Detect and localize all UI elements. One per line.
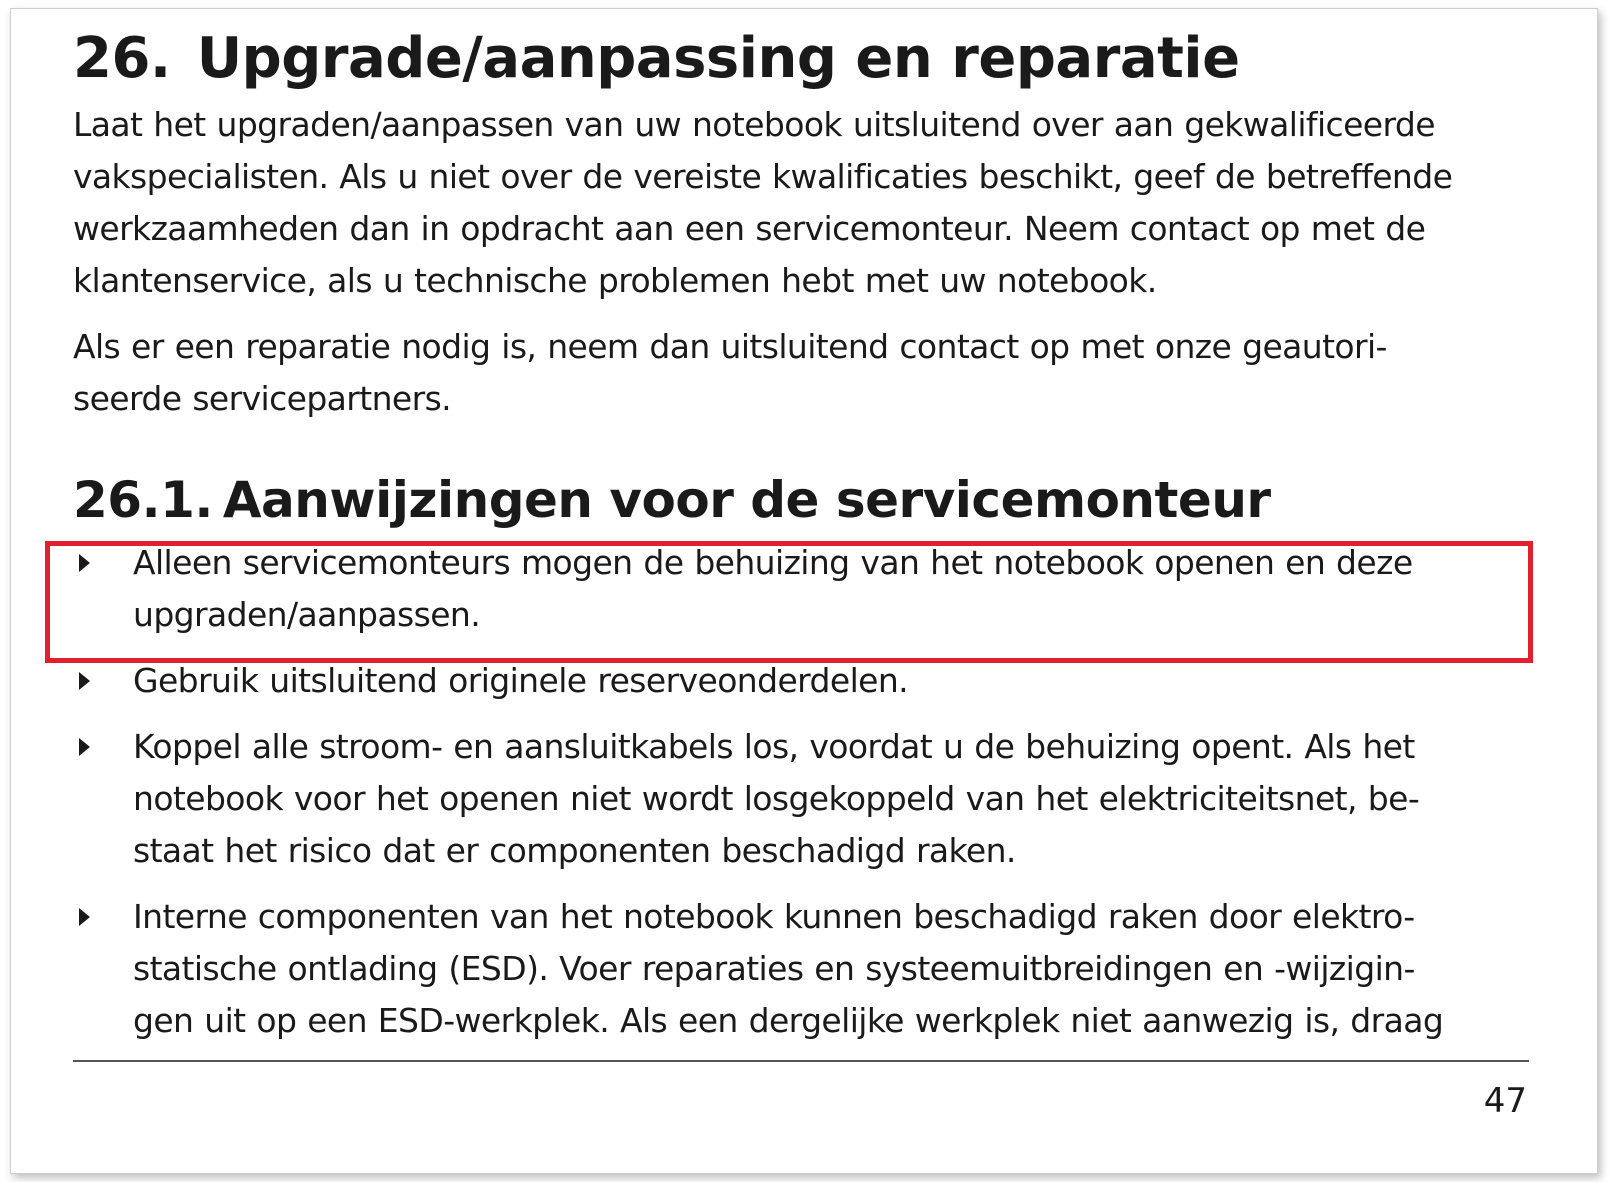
page-content [73,21,1593,1047]
section-heading [73,21,1593,97]
list-item-line: gen uit op een ESD-werkplek. Als een dergelijke werkplek niet aanwezig is, draag [133,1001,1444,1040]
section-title: Upgrade/aanpassing en reparatie [196,26,1240,91]
list-item-line: statische ontlading (ESD). Voer reparaties en systeemuitbreidingen en -wijzigin- [133,949,1415,988]
section-number: 26. [73,26,171,91]
paragraph-line: klantenservice, als u technische problemen hebt met uw notebook. [73,261,1157,300]
list-item [73,891,1593,1047]
paragraph [73,321,1593,425]
paragraph-line: Als er een reparatie nodig is, neem dan uitsluitend contact op met onze geautori- [73,327,1387,366]
paragraph [73,99,1593,307]
list-item-line: Koppel alle stroom- en aansluitkabels los, voordat u de behuizing opent. Als het [133,727,1415,766]
list-item-line: Gebruik uitsluitend originele reserveonderdelen. [133,661,909,700]
page-body [11,9,1599,1049]
list-item-line: Alleen servicemonteurs mogen de behuizing van het notebook openen en deze [133,543,1413,582]
bullet-triangle-icon [79,908,90,926]
list-item-line: upgraden/aanpassen. [133,595,481,634]
highlight-box [45,541,1533,663]
page-number: 47 [1483,1081,1527,1121]
paragraph-line: werkzaamheden dan in opdracht aan een servicemonteur. Neem contact op met de [73,209,1426,248]
paragraph-line: vakspecialisten. Als u niet over de vereiste kwalificaties beschikt, geef de betreffende [73,157,1453,196]
bullet-triangle-icon [79,672,90,690]
subsection-title: Aanwijzingen voor de servicemonteur [222,471,1271,529]
footer-divider [73,1060,1529,1062]
subsection-number: 26.1. [73,471,213,529]
document-page [10,8,1598,1174]
bullet-triangle-icon [79,738,90,756]
list-item-line: Interne componenten van het notebook kunnen beschadigd raken door elektro- [133,897,1415,936]
paragraph-line: Laat het upgraden/aanpassen van uw notebook uitsluitend over aan gekwalificeerde [73,105,1435,144]
list-item [73,721,1593,877]
paragraph-line: seerde servicepartners. [73,379,452,418]
subsection-heading [73,465,1593,535]
list-item-line: staat het risico dat er componenten beschadigd raken. [133,831,1016,870]
list-item-line: notebook voor het openen niet wordt losgekoppeld van het elektriciteitsnet, be- [133,779,1420,818]
